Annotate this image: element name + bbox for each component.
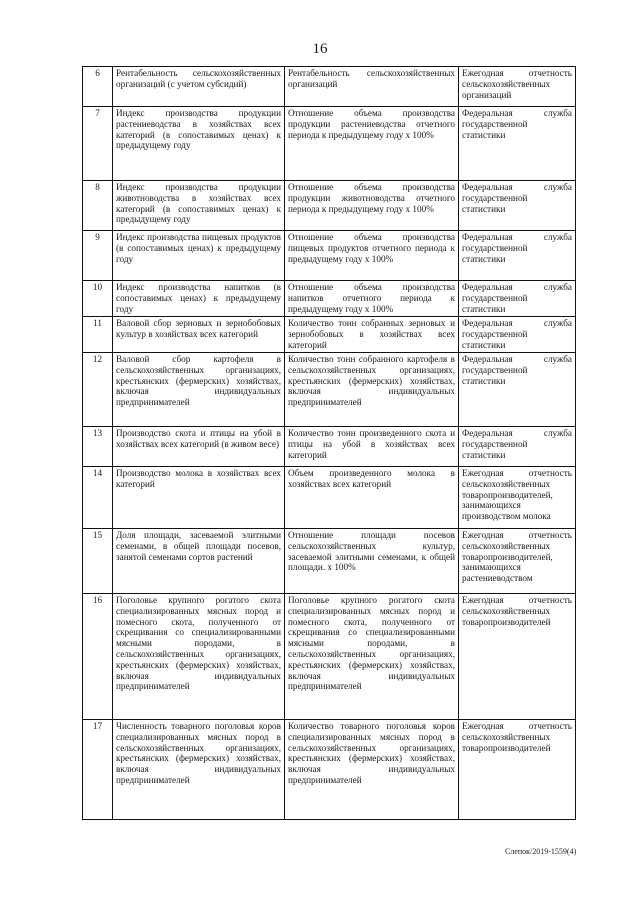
row-number: 10 (83, 281, 113, 317)
row-number: 8 (83, 181, 113, 231)
row-number: 17 (83, 720, 113, 820)
calculation-cell: Количество тонн собранных зерновых и зернобобовых в хозяйствах всех категорий (285, 317, 459, 353)
indicator-cell: Рентабельность сельскохозяйственных организаций (с учетом субсидий) (113, 67, 285, 107)
source-cell: Федеральная служба государственной статистики (459, 427, 576, 467)
calculation-cell: Отношение объема производства продукции растениеводства отчетного периода к предыдущему году х 100% (285, 107, 459, 181)
table-row (83, 181, 576, 231)
calculation-cell: Рентабельность сельскохозяйственных организаций (285, 67, 459, 107)
indicator-cell: Индекс производства пищевых продуктов (в сопоставимых ценах) к предыдущему году (113, 231, 285, 281)
indicator-cell: Численность товарного поголовья коров специализированных мясных пород в сельскохозяйственных организациях, крестьянских (фермерских) хозяйствах, включая индивидуальных предпринимателей (113, 720, 285, 820)
indicator-cell: Индекс производства напитков (в сопоставимых ценах) к предыдущему году (113, 281, 285, 317)
source-cell: Ежегодная отчетность сельскохозяйственных товаропроизводителей (459, 594, 576, 720)
source-cell: Федеральная служба государственной статистики (459, 181, 576, 231)
table-row (83, 67, 576, 107)
source-cell: Федеральная служба государственной статистики (459, 231, 576, 281)
indicators-table (82, 66, 576, 820)
row-number: 14 (83, 467, 113, 529)
calculation-cell: Поголовье крупного рогатого скота специализированных мясных пород и помесного скота, полученного от скрещивания со специализированными мясными породами, в сельскохозяйственных организациях, крестьянских (фермерских) хозяйствах, включая индивидуальных предпринимателей (285, 594, 459, 720)
source-cell: Ежегодная отчетность сельскохозяйственных товаропроизводителей, занимающихся производством молока (459, 467, 576, 529)
table-row (83, 353, 576, 427)
table-row (83, 317, 576, 353)
indicator-cell: Доля площади, засеваемой элитными семенами, в общей площади посевов, занятой семенами сортов растений (113, 529, 285, 594)
calculation-cell: Отношение площади посевов сельскохозяйственных культур, засеваемой элитными семенами, к общей площади. х 100% (285, 529, 459, 594)
calculation-cell: Отношение объема производства продукции животноводства отчетного периода к предыдущему году х 100% (285, 181, 459, 231)
row-number: 15 (83, 529, 113, 594)
indicator-cell: Производство молока в хозяйствах всех категорий (113, 467, 285, 529)
source-cell: Федеральная служба государственной статистики (459, 353, 576, 427)
row-number: 12 (83, 353, 113, 427)
table-row (83, 107, 576, 181)
indicator-cell: Валовой сбор зерновых и зернобобовых культур в хозяйствах всех категорий (113, 317, 285, 353)
row-number: 6 (83, 67, 113, 107)
row-number: 13 (83, 427, 113, 467)
source-cell: Ежегодная отчетность сельскохозяйственных товаропроизводителей, занимающихся растениеводством (459, 529, 576, 594)
table-row (83, 594, 576, 720)
indicator-cell: Поголовье крупного рогатого скота специализированных мясных пород и помесного скота, полученного от скрещивания со специализированными мясными породами, в сельскохозяйственных организациях, крестьянских (фермерских) хозяйствах, включая индивидуальных предпринимателей (113, 594, 285, 720)
row-number: 16 (83, 594, 113, 720)
row-number: 7 (83, 107, 113, 181)
page-number: 16 (312, 41, 328, 57)
source-cell: Ежегодная отчетность сельскохозяйственных товаропроизводителей (459, 720, 576, 820)
document-footer-code: Слепок/2019-1559(4) (505, 847, 577, 856)
calculation-cell: Количество тонн собранного картофеля в сельскохозяйственных организациях, крестьянских (фермерских) хозяйствах, включая индивидуальных предпринимателей (285, 353, 459, 427)
indicator-cell: Валовой сбор картофеля в сельскохозяйственных организациях, крестьянских (фермерских) хозяйствах, включая индивидуальных предпринимателей (113, 353, 285, 427)
table-row (83, 427, 576, 467)
calculation-cell: Количество товарного поголовья коров специализированных мясных пород в сельскохозяйственных организациях, крестьянских (фермерских) хозяйствах, включая индивидуальных предпринимателей (285, 720, 459, 820)
table-row (83, 231, 576, 281)
indicators-table-body (83, 67, 576, 820)
source-cell: Федеральная служба государственной статистики (459, 281, 576, 317)
indicator-cell: Индекс производства продукции растениеводства в хозяйствах всех категорий (в сопоставимых ценах) к предыдущему году (113, 107, 285, 181)
calculation-cell: Отношение объема производства напитков отчетного периода к предыдущему году х 100% (285, 281, 459, 317)
indicator-cell: Производство скота и птицы на убой в хозяйствах всех категорий (в живом весе) (113, 427, 285, 467)
table-row (83, 529, 576, 594)
table-row (83, 467, 576, 529)
table-row (83, 281, 576, 317)
source-cell: Федеральная служба государственной статистики (459, 317, 576, 353)
row-number: 11 (83, 317, 113, 353)
indicator-cell: Индекс производства продукции животноводства в хозяйствах всех категорий (в сопоставимых ценах) к предыдущему году (113, 181, 285, 231)
calculation-cell: Объем произведенного молока в хозяйствах всех категорий (285, 467, 459, 529)
source-cell: Ежегодная отчетность сельскохозяйственных организаций (459, 67, 576, 107)
source-cell: Федеральная служба государственной статистики (459, 107, 576, 181)
calculation-cell: Отношение объема производства пищевых продуктов отчетного периода к предыдущему году х 100% (285, 231, 459, 281)
calculation-cell: Количество тонн произведенного скота и птицы на убой в хозяйствах всех категорий (285, 427, 459, 467)
row-number: 9 (83, 231, 113, 281)
table-row (83, 720, 576, 820)
